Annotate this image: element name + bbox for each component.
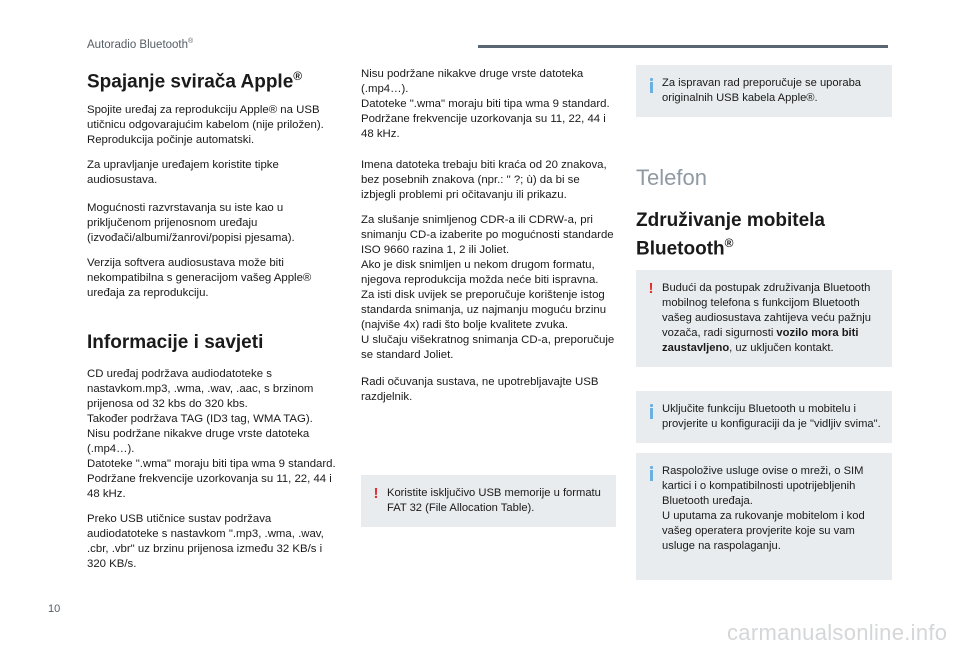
info-icon (645, 402, 657, 419)
paragraph-apple-sorting: Mogućnosti razvrstavanja su iste kao u priključenom prijenosnom uređaju (izvođači/albumi/žanrovi/popisi pjesama). (87, 202, 295, 245)
warning-box-pairing (636, 270, 892, 367)
watermark: carmanualsonline.info (727, 620, 948, 645)
paragraph-apple-controls: Za upravljanje uređajem koristite tipke audiosustava. (87, 159, 279, 187)
heading-telefon: Telefon (636, 165, 707, 190)
info-text-usb-cable: Za ispravan rad preporučuje se uporaba originalnih USB kabela Apple®. (662, 77, 862, 104)
column-3 (636, 65, 892, 580)
warning-text-fat32: Koristite isključivo USB memorije u formatu FAT 32 (File Allocation Table). (387, 487, 601, 514)
column-1 (87, 65, 343, 572)
paragraph-usb-hub: Radi očuvanja sustava, ne upotrebljavajte USB razdjelnik. (361, 376, 599, 403)
info-text-visibility: Uključite funkciju Bluetooth u mobitelu i provjerite u konfiguraciji da je "vidljiv svima". (662, 403, 881, 431)
paragraph-cdr: Za slušanje snimljenog CDR-a ili CDRW-a, pri snimanju CD-a izaberite po mogućnosti standarde ISO 9660 razina 1, 2 ili Joliet. Ako je disk snimljen u nekom drugom formatu, njegova reprodukcija možda neće biti ispravna. Za isti disk uvijek se preporučuje korištenje istog standarda snimanja, uz najmanju moguću brzinu (najviše 4x) radi što bolje kvalitete zvuka. U slučaju višekratnog snimanja CD-a, preporučuje se standard Joliet. (361, 214, 615, 361)
header-title: Autoradio Bluetooth® (87, 38, 194, 51)
info-box-visibility (636, 391, 892, 443)
info-icon (645, 464, 657, 481)
info-box-services (636, 453, 892, 580)
warning-icon: ! (648, 280, 654, 298)
warning-icon: ! (373, 485, 379, 502)
header-divider (478, 45, 888, 48)
paragraph-filenames: Imena datoteka trebaju biti kraća od 20 znakova, bez posebnih znakova (npr.: " ?; ù) da bi se izbjegli problemi pri očitavanju ili prikazu. (361, 159, 607, 201)
column-2 (361, 65, 616, 527)
paragraph-unsupported: Nisu podržane nikakve druge vrste datoteka (.mp4…). Datoteke ".wma" moraju biti tipa wma 9 standard. Podržane frekvencije uzorkovanja su 11, 22, 44 i 48 kHz. (361, 68, 610, 140)
warning-box-fat32 (361, 475, 616, 527)
heading-info: Informacije i savjeti (87, 332, 264, 354)
info-icon (645, 76, 657, 93)
paragraph-apple-connect: Spojite uređaj za reprodukciju Apple® na USB utičnicu odgovarajućim kabelom (nije priložen). Reprodukcija počinje automatski. (87, 104, 324, 147)
heading-apple: Spajanje svirača Apple® (87, 69, 303, 93)
heading-pairing: Združivanje mobitela Bluetooth® (636, 210, 825, 260)
info-box-usb-cable (636, 65, 892, 117)
paragraph-cd-formats: CD uređaj podržava audiodatoteke s nastavkom.mp3, .wma, .wav, .aac, s brzinom prijenosa od 32 kbs do 320 kbs. Također podržava TAG (ID3 tag, WMA TAG). Nisu podržane nikakve druge vrste datoteka (.mp4…). Datoteke ".wma" moraju biti tipa wma 9 standard. Podržane frekvencije uzorkovanja su 11, 22, 44 i 48 kHz. (87, 368, 336, 501)
page-number: 10 (48, 603, 61, 615)
paragraph-usb-formats: Preko USB utičnice sustav podržava audiodatoteke s nastavkom ".mp3, .wma, .wav, .cbr, .vbr" uz brzinu prijenosa između 32 KB/s i 320 KB/s. (87, 513, 324, 571)
warning-text-pairing: Budući da postupak združivanja Bluetooth mobilnog telefona s funkcijom Bluetooth vašeg audiosustava zahtijeva veću pažnju vozača, radi sigurnosti vozilo mora biti zaustavljeno, uz uključen kontakt. (662, 282, 871, 355)
paragraph-apple-compat: Verzija softvera audiosustava može biti nekompatibilna s generacijom vašeg Apple® uređaja za reprodukciju. (87, 257, 312, 300)
info-text-services: Raspoložive usluge ovise o mreži, o SIM kartici i o kompatibilnosti upotrijebljenih Bluetooth uređaja. U uputama za rukovanje mobitelom i kod vašeg operatera provjerite koje su vam usluge na raspolaganju. (662, 465, 865, 553)
